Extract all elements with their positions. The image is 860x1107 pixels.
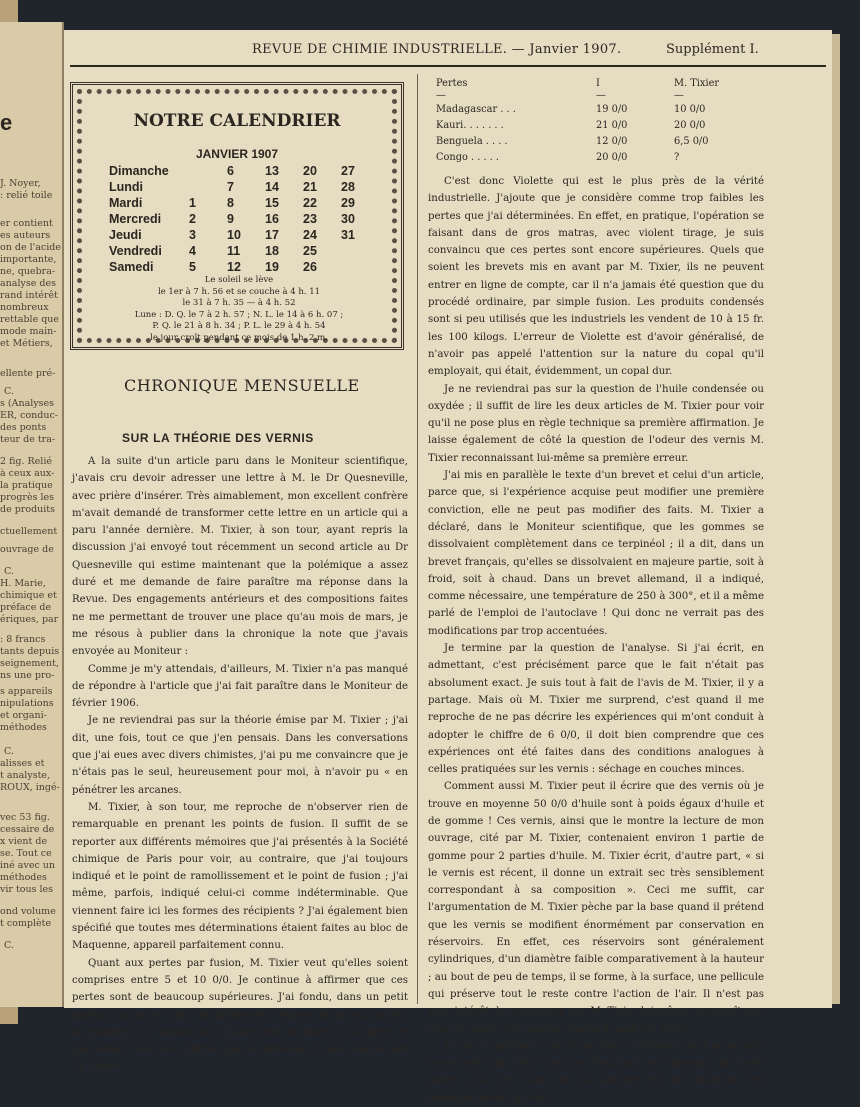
- calendar-row: [109, 243, 379, 259]
- calendar-date: 1: [189, 196, 196, 210]
- calendar-date: 18: [265, 244, 279, 258]
- left-page-text: méthodes: [0, 722, 47, 733]
- left-page-text: vec 53 fig.: [0, 812, 50, 823]
- calendar-date: 8: [227, 196, 234, 210]
- left-page-text: vir tous les: [0, 884, 54, 895]
- left-page-text: t complète: [0, 918, 52, 929]
- left-page-text: ouvrage de: [0, 544, 54, 555]
- paragraph: M. Tixier, à son tour, me reproche de n'observer rien de remarquable en prenant les points de fusion. Il suffit de se reporter aux différents mémoires que j'ai présentés à la Société chimique de Paris pour voir, au contraire, que j'ai toujours indiqué et le point de ramollissement et le point de fusion ; j'ai même, parfois, indiqué celui-ci comme indéterminable. Que viennent faire ici les formes des récipients ? J'ai également bien spécifié que toutes mes déterminations étaient faites au bloc de Maquenne, appareil parfaitement connu.: [72, 801, 408, 952]
- calendar-info: [87, 275, 391, 345]
- calendar-info-line: P. Q. le 21 à 8 h. 34 ; P. L. le 29 à 4 h. 54: [152, 321, 326, 332]
- left-page-text: des ponts: [0, 422, 47, 433]
- calendar-date: [189, 179, 227, 195]
- left-page-text: chimique et: [0, 590, 57, 601]
- left-page-text: et Métiers,: [0, 338, 53, 349]
- left-page-text: à ceux aux-: [0, 468, 55, 479]
- journal-page: [64, 30, 832, 1104]
- left-page-text: alisses et: [0, 758, 45, 769]
- left-page-text: er contient: [0, 218, 53, 229]
- paragraph: Je termine par la question de l'analyse. Si j'ai écrit, en admettant, c'est précisément parce que le fait n'était pas absolument exact. Je suis tout à fait de l'avis de M. Tixier, il y a partage. Mais où M. Tixier me surprend, c'est quand il me reproche de ne pas décrire les expériences qui m'ont conduit à adopter le chiffre de 6 0/0, il doit bien comprendre que ces expériences ont été faites dans des conditions analogues à celles pratiquées sur les vernis : séchage en couches minces.: [428, 643, 764, 776]
- calendar-month: JANVIER 1907: [195, 147, 279, 161]
- journal-title: REVUE DE CHIMIE INDUSTRIELLE. — Janvier 1907.: [252, 42, 622, 57]
- pertes-cell: I: [596, 78, 600, 89]
- calendar-date: 14: [265, 180, 279, 194]
- calendar-date: 31: [341, 228, 355, 242]
- left-page-text: C.: [4, 386, 14, 397]
- left-page-text: ctuellement: [0, 526, 58, 537]
- paragraph: Je ne reviendrai pas sur la question de l'huile condensée ou oxydée ; il suffit de lire les deux articles de M. Tixier pour voir qu'il ne pose plus en règle technique sa première affirmation. Je laisse également de côté la question de l'odeur des vernis M. Tixier reconnaissant lui-même sa première erreur.: [428, 383, 764, 464]
- calendar-row: [109, 179, 379, 195]
- pertes-row: [428, 152, 768, 168]
- calendar-date: 16: [265, 212, 279, 226]
- pertes-cell: 12 0/0: [596, 136, 628, 147]
- calendar-grid: [109, 163, 379, 275]
- supplement-label: Supplément I.: [666, 42, 759, 57]
- calendar-day-name: Vendredi: [109, 244, 162, 258]
- left-page-text: ns une pro-: [0, 670, 55, 681]
- pertes-cell: —: [674, 90, 684, 101]
- left-page-text: x vient de: [0, 836, 48, 847]
- calendar-date: 25: [303, 244, 317, 258]
- paragraph: C'est donc Violette qui est le plus près de la vérité industrielle. J'ajoute que je considère comme trop faibles les pertes que j'ai déterminées. En effet, en pratique, l'opération se faisant dans de gros matras, avec violent tirage, je suis convaincu que ces pertes sont encore supérieures. Quels que soient les brevets mis en avant par M. Tixier, ils ne peuvent entrer en ligne de compte, car il n'a jamais été question que du procédé ordinaire, par simple fusion. Les produits condensés sont si peu utilisés que les industriels les vendent de 10 à 15 fr. les 100 kilogs. L'erreur de Violette est d'avoir généralisé, de n'avoir pas appelé l'attention sur la nature du copal qu'il employait, qui était, évidemment, un copal dur.: [428, 176, 764, 378]
- calendar-date: 22: [303, 196, 317, 210]
- left-page-text: : relié toile: [0, 190, 53, 201]
- left-page-text: C.: [4, 746, 14, 757]
- calendar-title: NOTRE CALENDRIER: [133, 111, 341, 131]
- calendar-row: [109, 163, 379, 179]
- calendar-date: 12: [227, 260, 241, 274]
- left-page-text: ROUX, ingé-: [0, 782, 60, 793]
- paragraph: Je suis le premier à déclarer que la méthode dont je me suis servie est loin d'être précise. Pourtant, en l'absence de toute autre, j'ai cru bon de la décrire et de montrer les renseignements qu'elle: [428, 1040, 764, 1104]
- paragraph: A la suite d'un article paru dans le Moniteur scientifique, j'avais cru devoir adresser une lettre à M. le Dr Quesneville, avec prière d'insérer. Très aimablement, mon excellent confrère m'avait demandé de transformer cette lettre en un article qui a paru l'année dernière. M. Tixier, à son tour, ayant repris la discussion j'ai envoyé tout récemment un second article au Dr Quesneville qui estime maintenant que la polémique a assez duré et me demande de faire paraître ma réponse dans la Revue. Des engagements antérieurs et des compositions faites ne me permettant de trouver une place qu'au mois de mars, je me résous à publier dans la chronique la note que j'avais envoyée au Moniteur :: [72, 456, 408, 658]
- calendar-date: 3: [189, 228, 196, 242]
- paragraph: Quant aux pertes par fusion, M. Tixier veut qu'elles soient comprises entre 5 et 10 0/0. Je continue à affirmer que ces pertes sont de beaucoup supérieures. J'ai fondu, dans un petit matras, un poids connu de différentes résines. Je me suis arrêté au moment où l'adjonction d'huile peut se faire et j'ai pesé ce qui restait. Voici les chiffres que j'ai obtenus et ceux donnés par M. Tixier :: [72, 957, 408, 1073]
- pertes-cell: ?: [674, 152, 680, 163]
- calendar-date: 28: [341, 180, 355, 194]
- pertes-cell: Benguela . . . .: [436, 136, 508, 147]
- calendar-date: 26: [303, 260, 317, 274]
- pertes-cell: Pertes: [436, 78, 468, 89]
- calendar-date: 30: [341, 212, 355, 226]
- left-page-text: de produits: [0, 504, 55, 515]
- calendar-date: 21: [303, 180, 317, 194]
- left-page-text: rand intérêt: [0, 290, 59, 301]
- left-page-text: se. Tout ce: [0, 848, 52, 859]
- left-page-text: ond volume: [0, 906, 56, 917]
- calendar-info-line: le 1er à 7 h. 56 et se couche à 4 h. 11: [157, 286, 321, 297]
- calendar-day-name: Mardi: [109, 196, 143, 210]
- left-page-text: nipulations: [0, 698, 54, 709]
- pertes-cell: 21 0/0: [596, 120, 628, 131]
- column-divider: [417, 74, 418, 1004]
- calendar-date: 2: [189, 212, 196, 226]
- calendar-box: [70, 82, 404, 350]
- calendar-date: 19: [265, 260, 279, 274]
- left-page-text: s appareils: [0, 686, 53, 697]
- left-page-text: rettable que: [0, 314, 60, 325]
- paragraph: J'ai mis en parallèle le texte d'un brevet et celui d'un article, parce que, si l'expérience acquise peut modifier une première conviction, elle ne peut pas modifier des faits. M. Tixier a déclaré, dans le Moniteur scientifique, que les gommes se dissolvaient complètement dans ce terpinéol ; il a dit, dans un brevet français, qu'elles se dissolvaient en majeure partie, soit à froid, soit à chaud. Dans un brevet allemand, il a indiqué, comme nécessaire, une température de 250 à 300°, et il a même parlé de l'emploi de l'autoclave ! Qui donc ne verrait pas des modifications par trop accentuées.: [428, 470, 764, 637]
- left-page-text: es auteurs: [0, 230, 51, 241]
- pertes-cell: 6,5 0/0: [674, 136, 709, 147]
- pertes-cell: Madagascar . . .: [436, 104, 516, 115]
- pertes-cell: 20 0/0: [596, 152, 628, 163]
- calendar-day-name: Samedi: [109, 260, 154, 274]
- left-page-text: et organi-: [0, 710, 47, 721]
- pertes-cell: M. Tixier: [674, 78, 720, 89]
- paragraph: Comment aussi M. Tixier peut il écrire que des vernis où je trouve en moyenne 50 0/0 d'huile sont à poids égaux d'huile et de gomme ! Ces vernis, ainsi que le montre la lecture de mon ouvrage, cité par M. Tixier, contenaient environ 1 partie de gomme pour 2 parties d'huile. M. Tixier écrit, d'autre part, « si le vernis est récent, il donne un extrait sec très sensiblement correspondant à sa composition ». Ceci me suffit, car l'argumentation de M. Tixier pèche par la base quand il prétend que les vernis se modifient énormément par conservation en réservoirs. En effet, ces réservoirs sont généralement cylindriques, d'un diamètre faible comparativement à la hauteur ; au bout de peu de temps, il se forme, à la surface, une pellicule qui préserve tout le reste contre l'action de l'air. Il n'est pas sans intérêt de remarquer que M. Tixier lui-même reconnaît que plus la couche est épaisse, moins le gain est élevé.: [428, 781, 764, 1035]
- calendar-date: 6: [227, 164, 234, 178]
- left-page-text: ne, quebra-: [0, 266, 56, 277]
- calendar-info-line: le jour croît pendant ce mois de 1 h. 2 m.: [150, 332, 328, 343]
- pertes-cell: Kauri. . . . . . .: [436, 120, 504, 131]
- calendar-info-line: le 31 à 7 h. 35 — à 4 h. 52: [182, 298, 296, 309]
- calendar-day-name: Mercredi: [109, 212, 162, 226]
- pertes-cell: Congo . . . . .: [436, 152, 500, 163]
- left-page-text: ériques, par: [0, 614, 59, 625]
- calendar-date: 29: [341, 196, 355, 210]
- left-page-text: teur de tra-: [0, 434, 56, 445]
- pertes-cell: 10 0/0: [674, 104, 706, 115]
- pertes-cell: —: [596, 90, 606, 101]
- left-page-text: tants depuis: [0, 646, 60, 657]
- left-page-text: t analyste,: [0, 770, 51, 781]
- calendar-date: 5: [189, 260, 196, 274]
- left-page-text: la pratique: [0, 480, 53, 491]
- left-page-text: C.: [4, 940, 14, 951]
- left-page-text: ellente pré-: [0, 368, 56, 379]
- calendar-row: [109, 259, 379, 275]
- calendar-date: [189, 163, 227, 179]
- left-page-text: nombreux: [0, 302, 49, 313]
- left-page-text: 2 fig. Relié: [0, 456, 52, 467]
- column-right: [428, 173, 764, 1107]
- pertes-cell: —: [436, 90, 446, 101]
- left-page-text: ER, conduc-: [0, 410, 59, 421]
- calendar-date: 4: [189, 244, 196, 258]
- left-page-text: préface de: [0, 602, 52, 613]
- pertes-cell: 19 0/0: [596, 104, 628, 115]
- calendar-day-name: Dimanche: [109, 164, 169, 178]
- page-edge: [832, 34, 840, 1004]
- calendar-date: 9: [227, 212, 234, 226]
- calendar-date: 11: [227, 244, 241, 258]
- calendar-date: 7: [227, 180, 234, 194]
- article-title: SUR LA THÉORIE DES VERNIS: [122, 431, 314, 445]
- left-page-text: J. Noyer,: [0, 178, 41, 189]
- calendar-info-line: Le soleil se lève: [204, 275, 274, 285]
- left-page-text: importante,: [0, 254, 57, 265]
- calendar-row: [109, 195, 379, 211]
- page-header: [64, 30, 832, 66]
- left-page-text: H. Marie,: [0, 578, 46, 589]
- left-page-text: : 8 francs: [0, 634, 46, 645]
- calendar-date: 15: [265, 196, 279, 210]
- left-page-letter: e: [0, 110, 13, 135]
- left-page-text: s (Analyses: [0, 398, 55, 409]
- left-page-fragment: [0, 22, 64, 1007]
- left-page-text: progrès les: [0, 492, 55, 503]
- calendar-info-line: Lune : D. Q. le 7 à 2 h. 57 ; N. L. le 14 à 6 h. 07 ;: [134, 309, 344, 320]
- calendar-day-name: Lundi: [109, 180, 144, 194]
- calendar-date: [341, 243, 379, 259]
- calendar-date: 17: [265, 228, 279, 242]
- left-page-text: mode main-: [0, 326, 57, 337]
- left-page-text: cessaire de: [0, 824, 55, 835]
- calendar-date: 20: [303, 164, 317, 178]
- left-page-text: C.: [4, 566, 14, 577]
- left-page-text: on de l'acide: [0, 242, 61, 253]
- paragraph: Comme je m'y attendais, d'ailleurs, M. Tixier n'a pas manqué de répondre à l'article que j'ai fait paraître dans le Moniteur de février 1906.: [72, 663, 408, 710]
- header-rule: [70, 65, 826, 67]
- left-page-text: méthodes: [0, 872, 47, 883]
- left-page-text: iné avec un: [0, 860, 56, 871]
- pertes-row: [428, 104, 768, 120]
- left-page-text: seignement,: [0, 658, 59, 669]
- column-left: [72, 453, 408, 1076]
- calendar-date: 23: [303, 212, 317, 226]
- pertes-row: [428, 120, 768, 136]
- pertes-row: [428, 136, 768, 152]
- calendar-row: [109, 227, 379, 243]
- left-page-text: analyse des: [0, 278, 56, 289]
- calendar-day-name: Jeudi: [109, 228, 142, 242]
- calendar-date: [341, 259, 379, 275]
- paragraph: Je ne reviendrai pas sur la théorie émise par M. Tixier ; j'ai dit, une fois, tout ce que j'en pensais. Dans les conversations que j'ai eues avec divers chimistes, j'ai pu me convaincre que je n'étais pas le seul, heureusement pour moi, à n'avoir pu « en pénétrer les arcanes.: [72, 715, 408, 796]
- calendar-row: [109, 211, 379, 227]
- calendar-date: 27: [341, 164, 355, 178]
- section-title: CHRONIQUE MENSUELLE: [124, 376, 360, 395]
- calendar-date: 10: [227, 228, 241, 242]
- calendar-date: 13: [265, 164, 279, 178]
- calendar-date: 24: [303, 228, 317, 242]
- pertes-cell: 20 0/0: [674, 120, 706, 131]
